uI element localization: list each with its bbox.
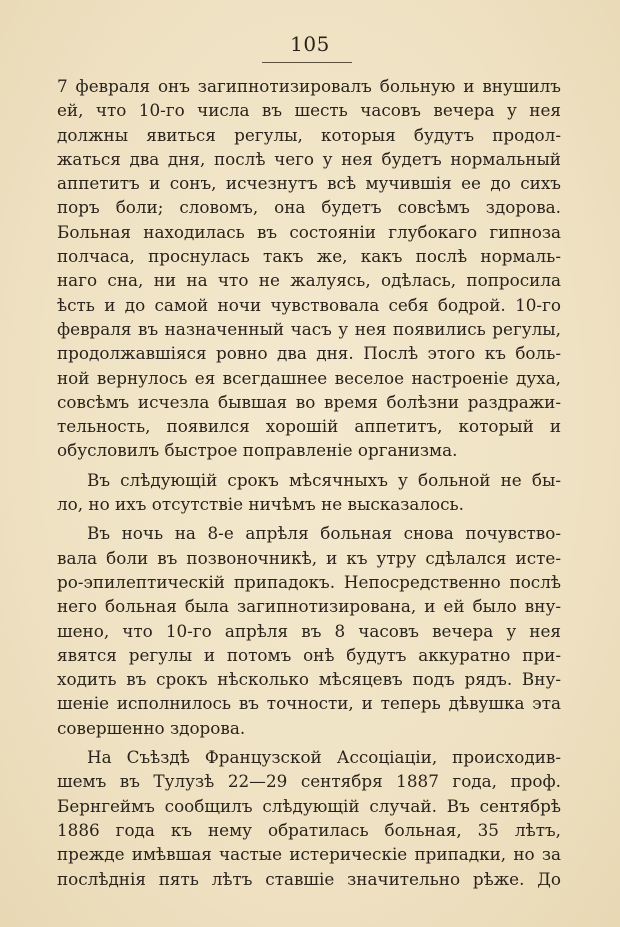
- text-line: шемъ въ Тулузѣ 22—29 сентября 1887 года, проф.: [57, 771, 561, 792]
- text-line: Въ ночь на 8-е апрѣля больная снова почувство-: [87, 523, 561, 544]
- text-line: февраля въ назначенный часъ у нея появились регулы,: [57, 318, 561, 339]
- paragraph: [57, 468, 561, 517]
- paragraph: [57, 521, 561, 740]
- text-line: ей, что 10-го числа въ шесть часовъ вечера у нея: [57, 100, 561, 121]
- text-line: Бернгеймъ сообщилъ слѣдующій случай. Въ сентябрѣ: [57, 795, 561, 816]
- text-line: Больная находилась въ состояніи глубокаго гипноза: [57, 221, 561, 242]
- text-line: наго сна, ни на что не жалуясь, одѣлась, попросила: [57, 270, 561, 291]
- paragraph: [57, 74, 561, 463]
- text-line: ро-эпилептическій припадокъ. Непосредственно послѣ: [57, 571, 561, 592]
- page-number: 105: [290, 32, 330, 56]
- text-line: продолжавшіяся ровно два дня. Послѣ этого къ боль-: [57, 343, 561, 364]
- text-line: ѣсть и до самой ночи чувствовала себя бодрой. 10-го: [57, 294, 561, 315]
- paragraph: [57, 745, 561, 891]
- text-line: 1886 года къ нему обратилась больная, 35 лѣтъ,: [57, 819, 561, 840]
- text-line: явятся регулы и потомъ онѣ будутъ аккуратно при-: [57, 644, 561, 665]
- text-line: Въ слѣдующій срокъ мѣсячныхъ у больной не бы-: [87, 469, 561, 490]
- text-line: послѣднія пять лѣтъ ставшіе значительно рѣже. До: [57, 868, 561, 889]
- text-line: шеніе исполнилось въ точности, и теперь дѣвушка эта: [57, 693, 561, 714]
- text-line: полчаса, проснулась такъ же, какъ послѣ нормаль-: [57, 246, 561, 267]
- text-line: должны явиться регулы, которыя будутъ продол-: [57, 124, 561, 145]
- text-line: жаться два дня, послѣ чего у нея будетъ нормальный: [57, 148, 561, 169]
- text-line: него больная была загипнотизирована, и ей было вну-: [57, 596, 561, 617]
- text-line: тельность, появился хорошій аппетитъ, который и: [57, 416, 561, 437]
- text-line: совсѣмъ исчезла бывшая во время болѣзни раздражи-: [57, 391, 561, 412]
- text-line: совершенно здорова.: [57, 717, 246, 738]
- text-line: ло, но ихъ отсутствіе ничѣмъ не высказалось.: [57, 494, 465, 515]
- text-line: шено, что 10-го апрѣля въ 8 часовъ вечера у нея: [57, 620, 561, 641]
- text-line: 7 февраля онъ загипнотизировалъ больную и внушилъ: [57, 76, 561, 96]
- text-line: аппетитъ и сонъ, исчезнутъ всѣ мучившія ее до сихъ: [57, 173, 561, 194]
- text-line: На Съѣздѣ Французской Ассоціаціи, происходив-: [87, 747, 561, 768]
- header-rule: [262, 62, 352, 63]
- body-text: [57, 74, 561, 891]
- text-line: поръ боли; словомъ, она будетъ совсѣмъ здорова.: [57, 197, 561, 218]
- text-line: ной вернулось ея всегдашнее веселое настроеніе духа,: [57, 367, 561, 388]
- text-line: прежде имѣвшая частые истерическіе припадки, но за: [57, 844, 561, 865]
- text-line: обусловилъ быстрое поправленіе организма.: [57, 440, 458, 461]
- text-line: ходить въ срокъ нѣсколько мѣсяцевъ подъ рядъ. Вну-: [57, 669, 561, 690]
- text-line: вала боли въ позвоночникѣ, и къ утру сдѣлался исте-: [57, 547, 561, 568]
